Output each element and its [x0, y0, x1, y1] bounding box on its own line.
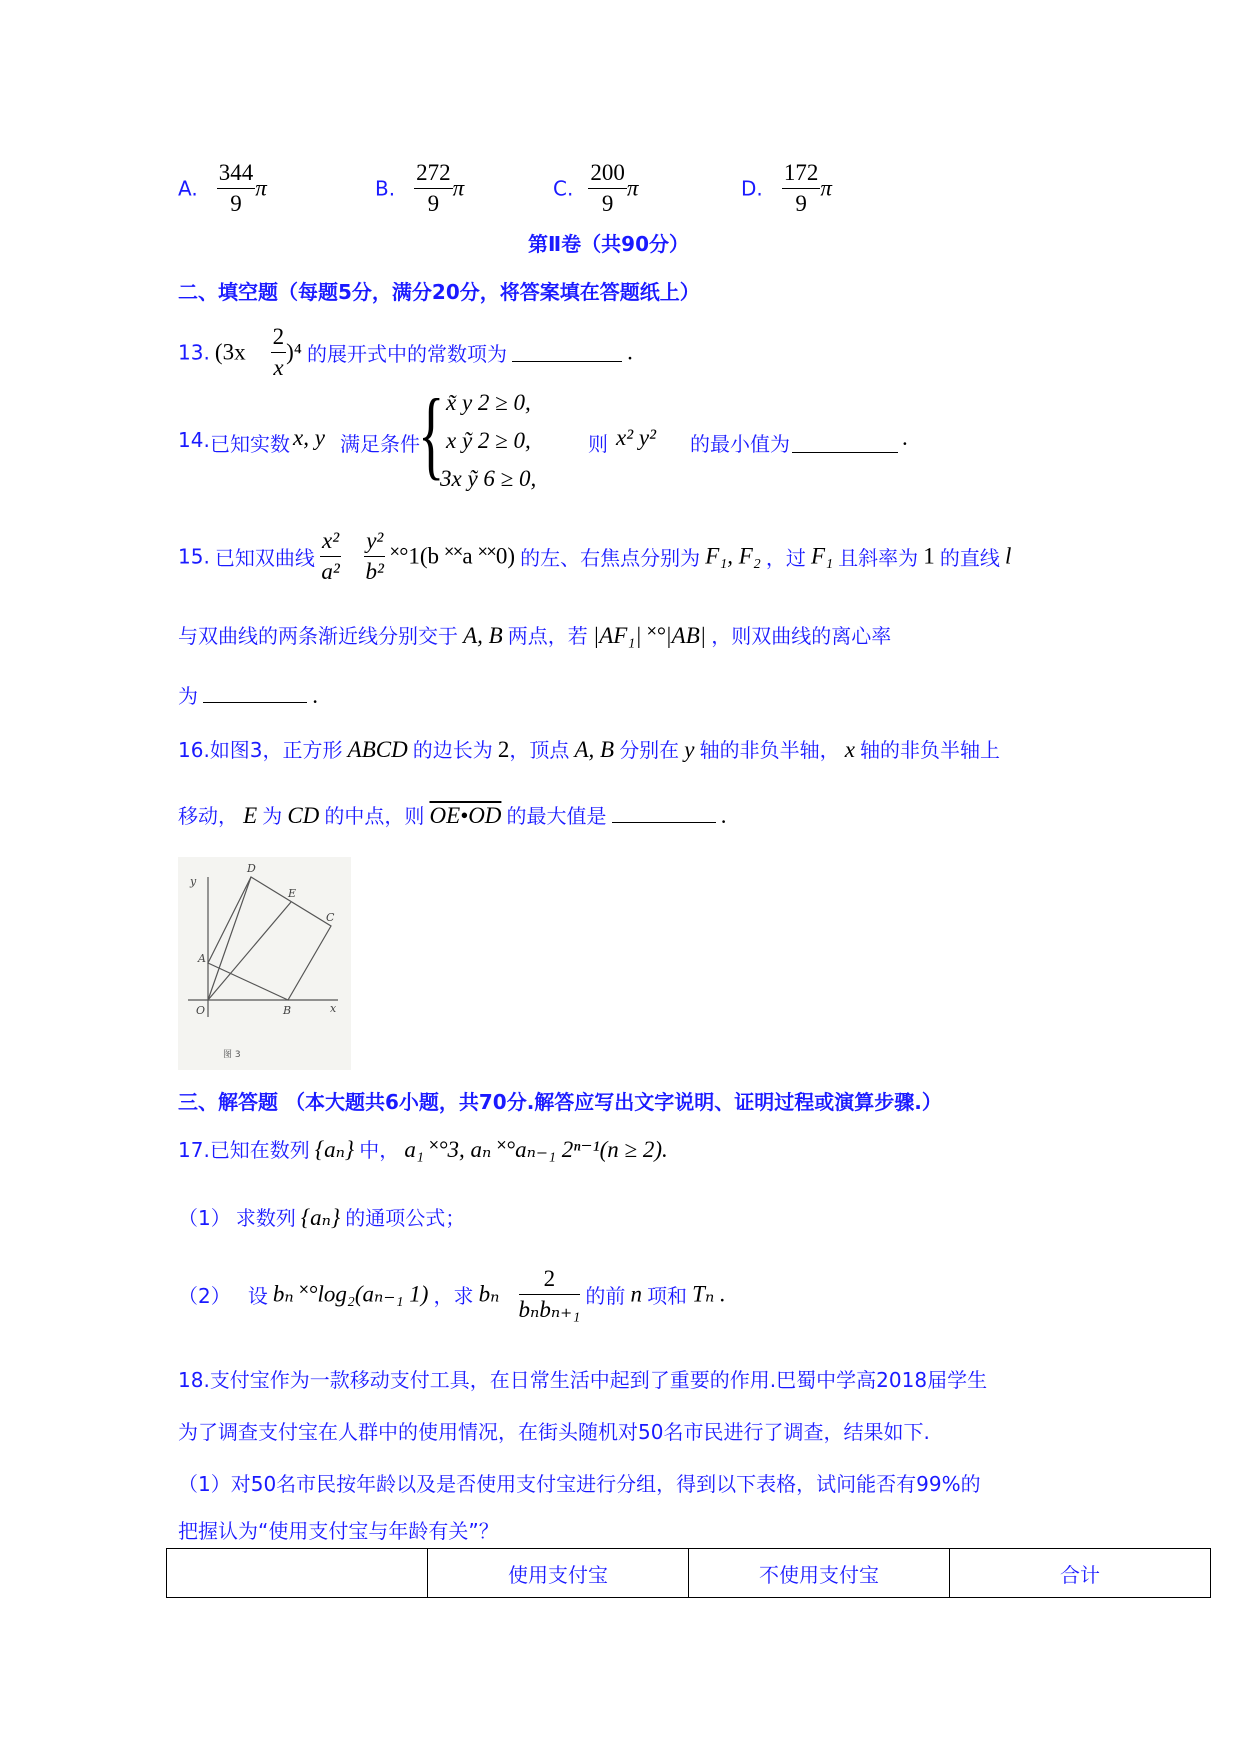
- fraction: $\frac{\text{y²}}{\text{b²}}$: [365, 528, 384, 584]
- data-table: [166, 1548, 1211, 1598]
- table-header-row: [167, 1549, 1211, 1598]
- square-abcd: [208, 877, 331, 1000]
- question-number: 18.: [178, 1368, 210, 1392]
- option-letter: C.: [553, 176, 574, 201]
- option-c: C. $\frac{200}{9}$ π: [553, 158, 638, 219]
- fraction: $\frac{2}{x}$: [272, 324, 285, 380]
- table-header-cell: 合计: [950, 1549, 1211, 1598]
- question-18-line4: 把握认为“使用支付宝与年龄有关”？: [178, 1519, 499, 1543]
- question-17: 17.已知在数列 {aₙ} 中， a₁ ˟°3, aₙ ˟°aₙ₋₁ 2ⁿ⁻¹(n ≥ 2).: [178, 1137, 668, 1162]
- section-header: 二、填空题（每题5分，满分20分，将答案填在答题纸上）: [178, 280, 700, 304]
- question-17-part2: （2） 设 bₙ ˟°log₂(aₙ₋₁ 1) ，求 bₙ $\frac{2}{\text{bₙbₙ₊₁}}$ 的前 n 项和 Tₙ .: [178, 1264, 725, 1325]
- figure-3: [178, 857, 351, 1070]
- figure-3-diagram: [178, 857, 351, 1070]
- option-d: D. $\frac{172}{9}$ π: [741, 158, 832, 219]
- answer-blank: [792, 432, 898, 453]
- option-fraction: $\frac{272}{9}$: [416, 160, 451, 216]
- question-number: 14.: [178, 428, 210, 452]
- table-header-cell: 使用支付宝: [428, 1549, 689, 1598]
- question-17-part1: （1） 求数列 {aₙ} 的通项公式；: [178, 1205, 466, 1230]
- question-number: 16.: [178, 738, 210, 762]
- label-d: D: [247, 862, 256, 875]
- segment-od: [208, 877, 251, 1000]
- option-fraction: $\frac{200}{9}$: [590, 160, 625, 216]
- question-18-line1: 18.支付宝作为一款移动支付工具，在日常生活中起到了重要的作用.巴蜀中学高2018届学生: [178, 1368, 988, 1392]
- option-letter: D.: [741, 176, 763, 201]
- question-number: 17.: [178, 1138, 210, 1162]
- question-number: 13.: [178, 340, 210, 365]
- question-18-line3: （1）对50名市民按年龄以及是否使用支付宝进行分组，得到以下表格，试问能否有99%的: [178, 1472, 981, 1496]
- answer-blank: [203, 684, 307, 703]
- volume-title: 第Ⅱ卷（共90分）: [528, 232, 690, 256]
- answer-blank: [512, 343, 622, 362]
- question-number: 15.: [178, 544, 210, 569]
- question-16-line2: 移动， E 为 CD 的中点，则 OE•OD 的最大值是 .: [178, 803, 727, 828]
- label-e: E: [288, 887, 297, 900]
- question-18-line2: 为了调查支付宝在人群中的使用情况，在街头随机对50名市民进行了调查，结果如下.: [178, 1420, 930, 1444]
- option-fraction: $\frac{344}{9}$: [218, 160, 254, 216]
- question-13: 13. (3x $\frac{2}{x}$ )⁴ 的展开式中的常数项为 .: [178, 322, 633, 383]
- option-b: B. $\frac{272}{9}$ π: [375, 158, 464, 219]
- label-b: B: [283, 1004, 292, 1017]
- label-o: O: [196, 1004, 206, 1017]
- label-x: x: [330, 1002, 337, 1015]
- label-y: y: [190, 875, 197, 888]
- option-fraction: $\frac{172}{9}$: [783, 160, 819, 216]
- question-16: 16.如图3，正方形 ABCD 的边长为 2，顶点 A, B 分别在 y 轴的非负半轴， x 轴的非负半轴上: [178, 737, 1000, 762]
- option-a: A. $\frac{344}{9}$ π: [178, 158, 267, 219]
- option-letter: B.: [375, 176, 396, 201]
- question-15-line3: 为 .: [178, 683, 318, 708]
- answer-blank: [612, 804, 716, 823]
- fraction: $\frac{2}{\text{bₙbₙ₊₁}}$: [518, 1266, 581, 1322]
- question-15-line2: 与双曲线的两条渐近线分别交于 A, B 两点，若 |AF₁| ˟°|AB| ，则双曲线的离心率: [178, 623, 892, 648]
- option-letter: A.: [178, 176, 198, 201]
- brace: {: [418, 378, 445, 489]
- figure-caption: 图 3: [223, 1050, 241, 1060]
- vector-expression: OE•OD: [429, 803, 502, 828]
- question-15: 15. 已知双曲线 $\frac{\text{x²}}{\text{a²}}$ $\frac{\text{y²}}{\text{b²}}$ ˟°1(b ˟˟a ˟˟0) 的左、右焦点分别为 F₁, F₂ ，过 F₁ 且斜率为 1 的直线 l: [178, 526, 1011, 587]
- label-a: A: [198, 952, 206, 965]
- segment-oe: [208, 902, 291, 1000]
- section-header: 三、解答题 （本大题共6小题，共70分.解答应写出文字说明、证明过程或演算步骤.）: [178, 1090, 942, 1114]
- table-header-cell: [167, 1549, 428, 1598]
- label-c: C: [326, 911, 335, 924]
- fraction: $\frac{\text{x²}}{\text{a²}}$: [321, 528, 340, 584]
- table-header-cell: 不使用支付宝: [689, 1549, 950, 1598]
